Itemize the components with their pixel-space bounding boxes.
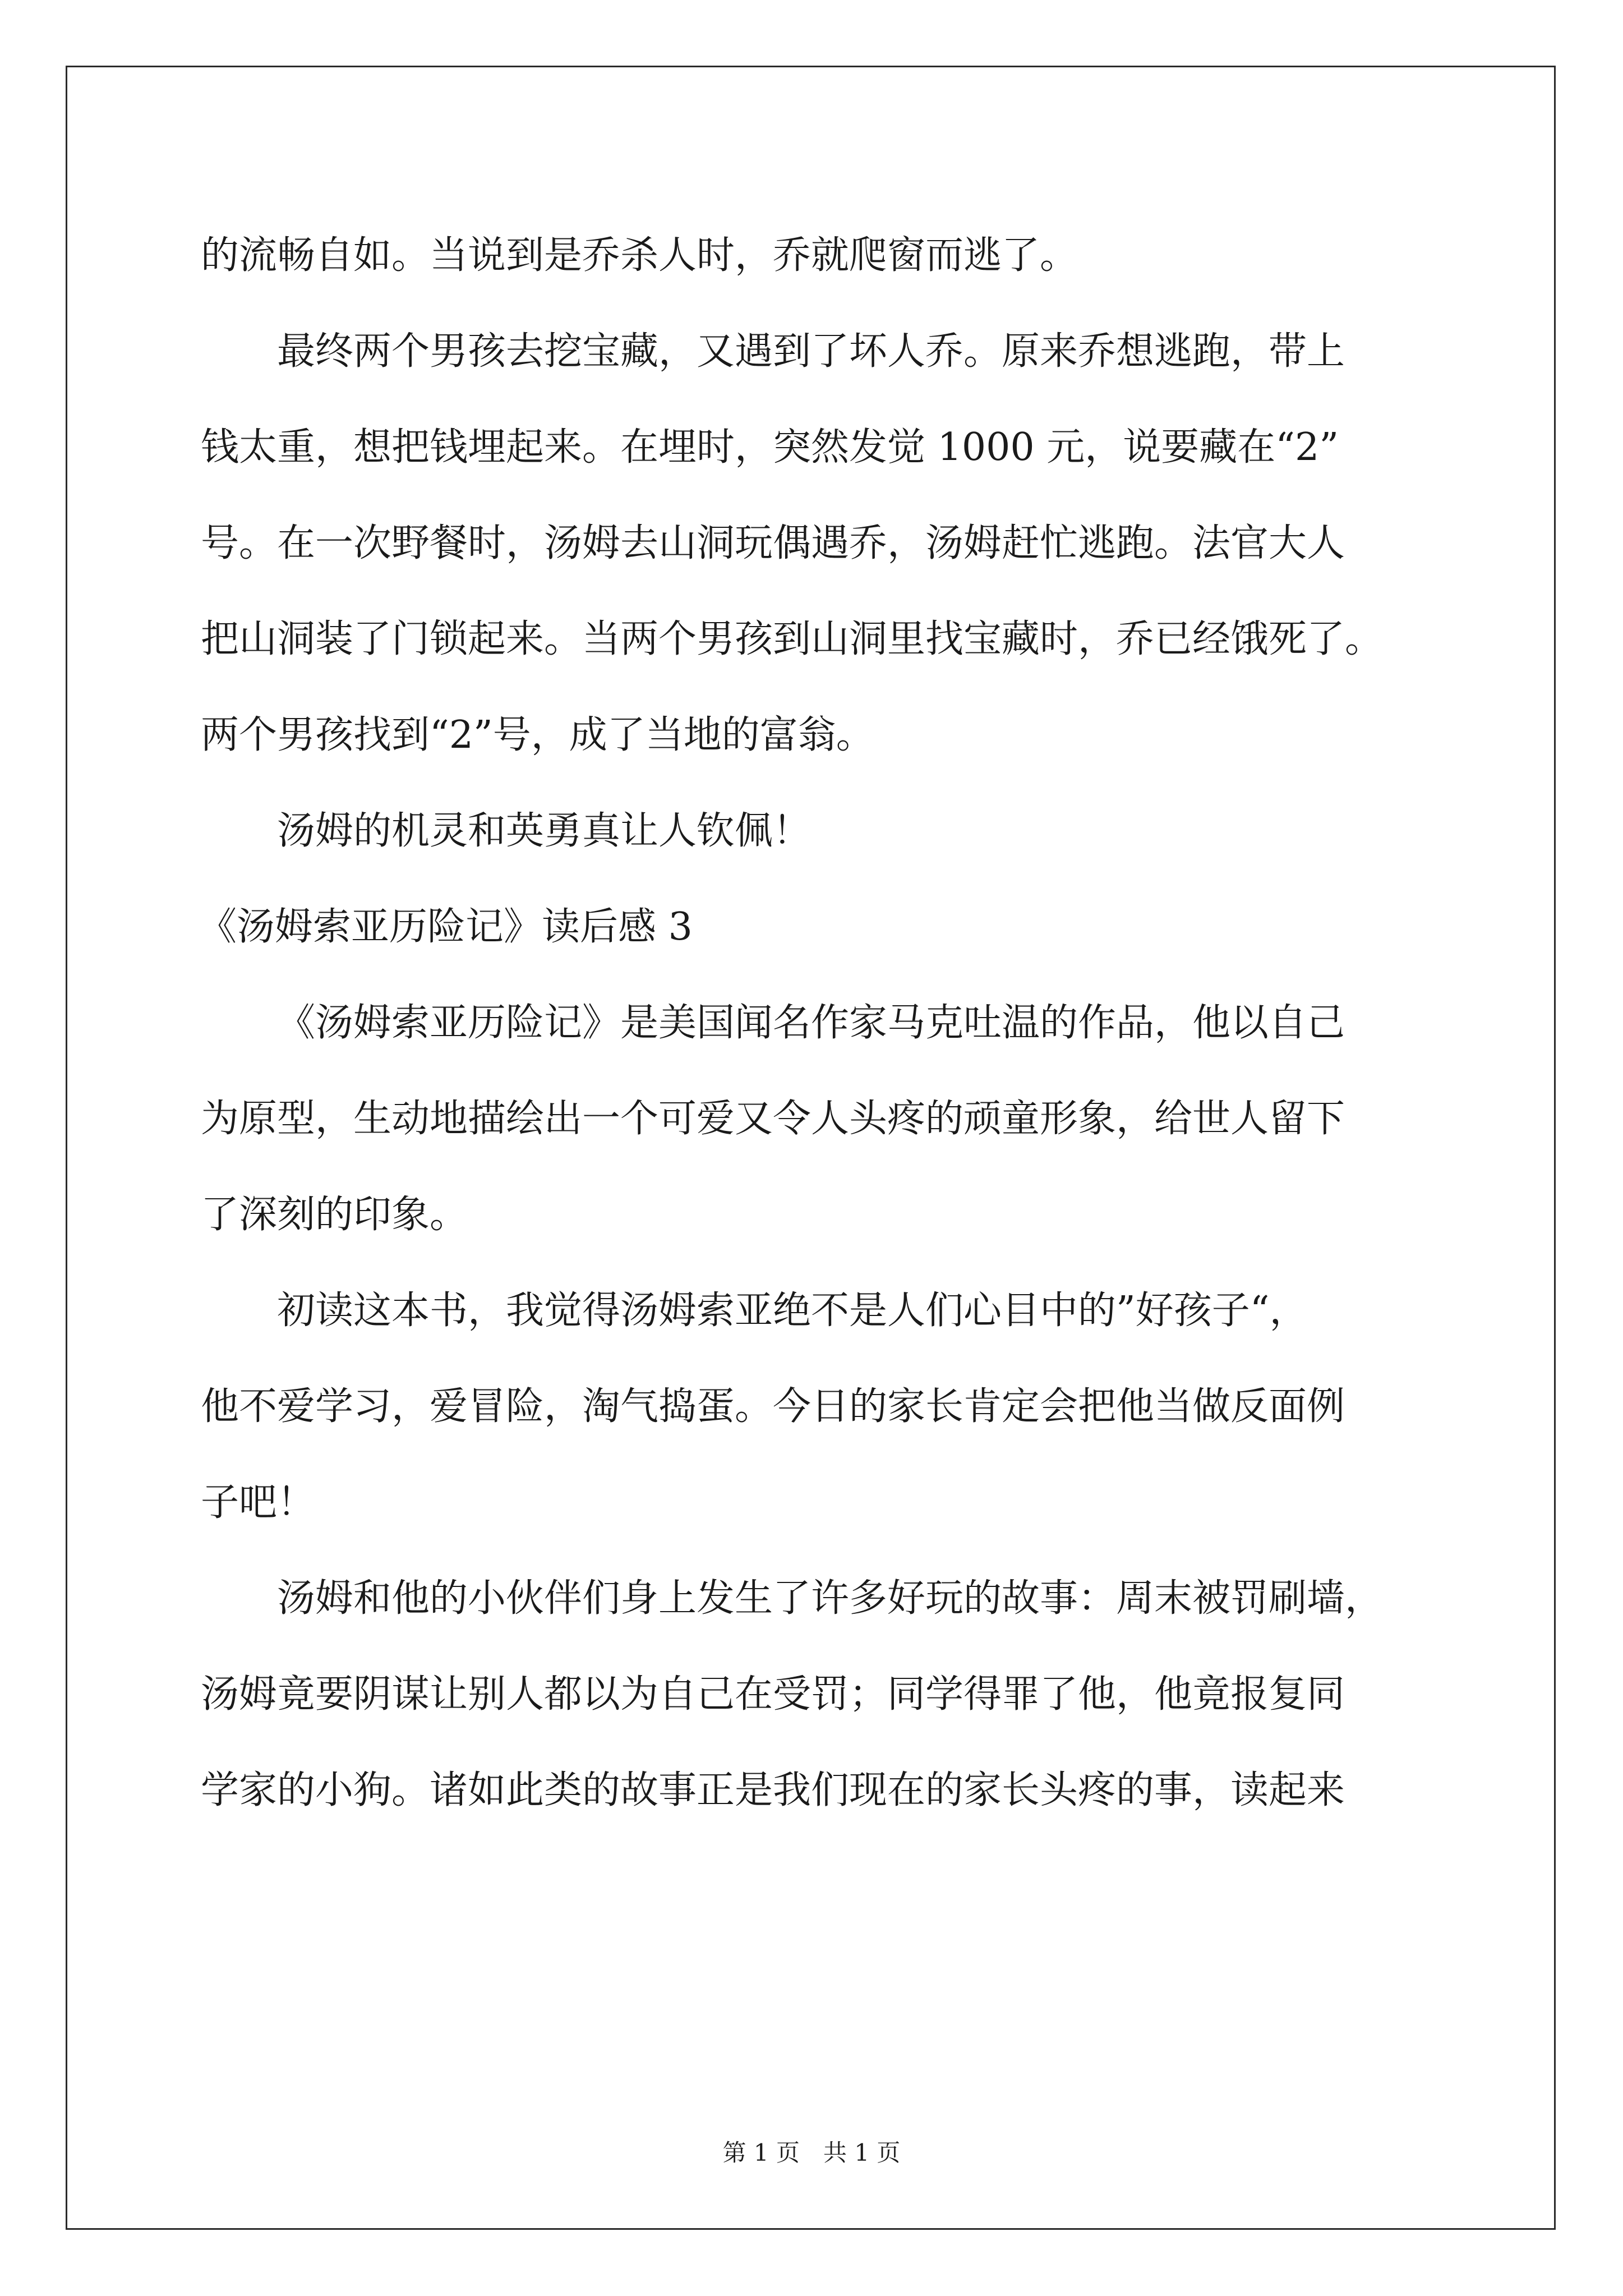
text-line: 子吧！ <box>201 1480 316 1525</box>
text-line: 了深刻的印象。 <box>201 1193 468 1237</box>
text-line: 把山洞装了门锁起来。当两个男孩到山洞里找宝藏时，乔已经饿死了。 <box>201 617 1384 661</box>
text-line: 的流畅自如。当说到是乔杀人时，乔就爬窗而逃了。 <box>201 233 1078 278</box>
text-line: 他不爱学习，爱冒险，淘气捣蛋。今日的家长肯定会把他当做反面例 <box>201 1384 1345 1429</box>
document-body <box>201 208 1435 1838</box>
text-line: 两个男孩找到“2”号，成了当地的富翁。 <box>201 713 874 757</box>
text-line: 最终两个男孩去挖宝藏，又遇到了坏人乔。原来乔想逃跑，带上 <box>277 329 1345 374</box>
text-line: 汤姆的机灵和英勇真让人钦佩！ <box>277 809 811 853</box>
section-heading: 《汤姆索亚历险记》读后感 3 <box>199 905 693 949</box>
page-number-footer: 第 1 页 共 1 页 <box>722 2139 901 2166</box>
text-line: 汤姆竟要阴谋让别人都以为自己在受罚；同学得罪了他，他竟报复同 <box>201 1672 1345 1717</box>
text-line: 为原型，生动地描绘出一个可爱又令人头疼的顽童形象，给世人留下 <box>201 1097 1345 1141</box>
text-line: 《汤姆索亚历险记》是美国闻名作家马克吐温的作品，他以自己 <box>277 1001 1345 1045</box>
text-line: 汤姆和他的小伙伴们身上发生了许多好玩的故事：周末被罚刷墙， <box>277 1576 1384 1621</box>
text-line: 号。在一次野餐时，汤姆去山洞玩偶遇乔，汤姆赶忙逃跑。法官大人 <box>201 521 1345 565</box>
text-line: 初读这本书，我觉得汤姆索亚绝不是人们心目中的”好孩子“， <box>277 1289 1308 1333</box>
text-line: 钱太重，想把钱埋起来。在埋时，突然发觉 1000 元，说要藏在“2” <box>201 425 1339 470</box>
text-line: 学家的小狗。诸如此类的故事正是我们现在的家长头疼的事，读起来 <box>201 1768 1345 1812</box>
